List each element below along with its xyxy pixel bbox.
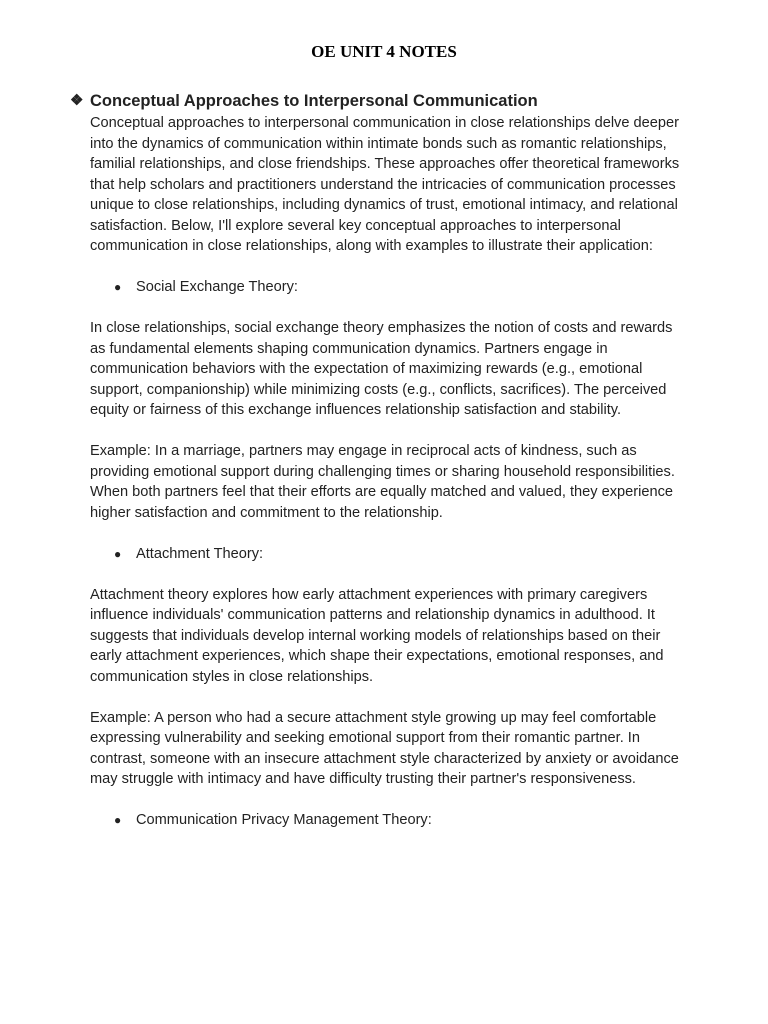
theory-bullet-privacy-management xyxy=(114,810,690,831)
theory-bullet-attachment xyxy=(114,544,690,565)
bullet-icon: ● xyxy=(114,546,122,561)
theory-bullet-social-exchange xyxy=(114,277,690,298)
section-heading xyxy=(70,90,690,112)
theory-name: Communication Privacy Management Theory: xyxy=(136,812,432,828)
diamond-bullet-icon: ❖ xyxy=(70,92,84,109)
theory-name: Social Exchange Theory: xyxy=(136,279,298,295)
theory-name: Attachment Theory: xyxy=(136,545,264,562)
section-heading-text: Conceptual Approaches to Interpersonal Communication xyxy=(90,92,538,110)
theory-description: Attachment theory explores how early attachment experiences with primary caregivers influence individuals' communication patterns and relationship dynamics in adulthood. It suggests that individuals develop internal working models of relationships based on their early attachment experiences, which shape their expectations, emotional responses, and communication styles in close relationships. xyxy=(90,586,664,685)
document-title: OE UNIT 4 NOTES xyxy=(311,42,457,61)
theory-example: Example: A person who had a secure attachment style growing up may feel comfortable expressing vulnerability and seeking emotional support from their romantic partner. In contrast, someone with an insecure attachment style characterized by anxiety or avoidance may struggle with intimacy and have difficulty trusting their partner's responsiveness. xyxy=(90,709,679,787)
bullet-icon: ● xyxy=(114,280,122,294)
bullet-icon: ● xyxy=(114,813,122,827)
document-body xyxy=(90,113,690,851)
theory-description: In close relationships, social exchange theory emphasizes the notion of costs and rewards as fundamental elements shaping communication dynamics. Partners engage in communication behaviors with the expectation of maximizing rewards (e.g., emotional support, companionship) while minimizing costs (e.g., conflicts, sacrifices). The perceived equity or fairness of this exchange influences relationship satisfaction and stability. xyxy=(90,320,673,418)
theory-example: Example: In a marriage, partners may engage in reciprocal acts of kindness, such as providing emotional support during challenging times or sharing household responsibilities. When both partners feel that their efforts are equally matched and valued, they experience higher satisfaction and commitment to the relationship. xyxy=(90,443,675,521)
intro-paragraph: Conceptual approaches to interpersonal communication in close relationships delve deeper into the dynamics of communication within intimate bonds such as romantic relationships, familial relationships, and close friendships. These approaches offer theoretical frameworks that help scholars and practitioners understand the intricacies of communication processes unique to close relationships, including dynamics of trust, emotional intimacy, and relational satisfaction. Below, I'll explore several key conceptual approaches to interpersonal communication in close relationships, along with examples to illustrate their application: xyxy=(90,115,680,254)
